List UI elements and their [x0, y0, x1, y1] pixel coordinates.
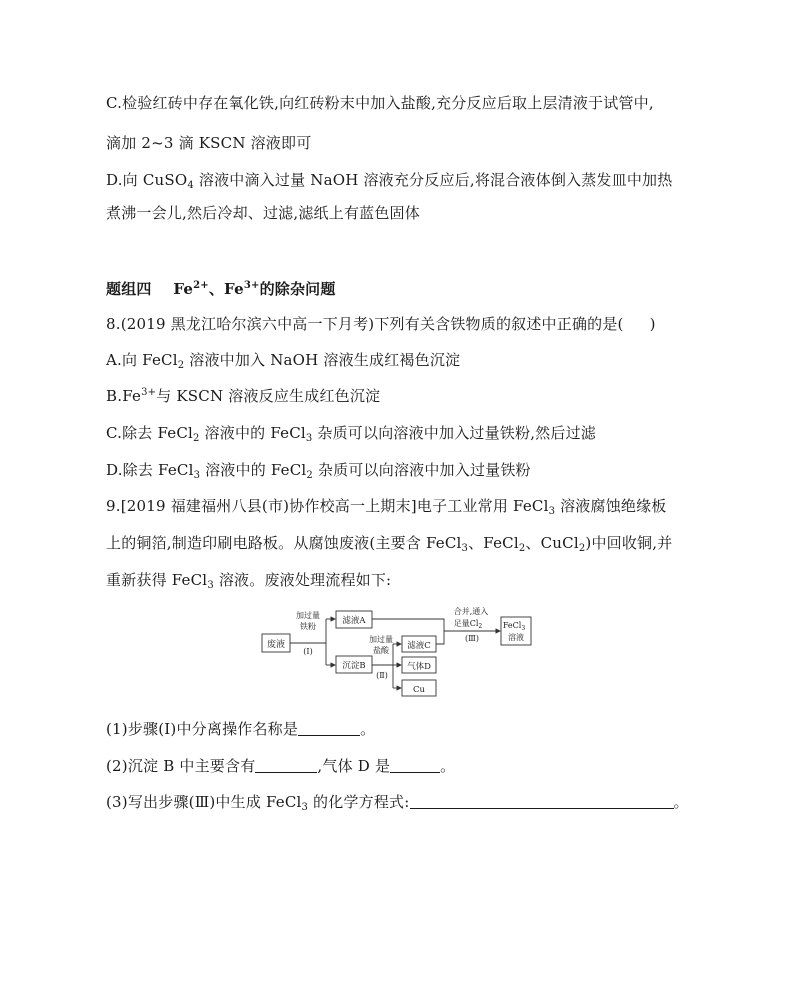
- combine-label-1: 合并,通入: [453, 607, 489, 616]
- q9-stem-line-2: 上的铜箔,制造印刷电路板。从腐蚀废液(主要含 FeCl$_3$、FeCl$_2$、CuCl$_2$)中回收铜,并: [106, 534, 673, 554]
- q8-option-d: D.除去 FeCl$_3$ 溶液中的 FeCl$_2$ 杂质可以向溶液中加入过量铁粉: [106, 461, 531, 481]
- step-1-label: (Ⅰ): [303, 647, 313, 656]
- waste-treatment-flowchart: [258, 604, 538, 704]
- q8-option-a: A.向 FeCl$_2$ 溶液中加入 NaOH 溶液生成红褐色沉淀: [106, 351, 461, 371]
- cu-label: Cu: [413, 685, 425, 695]
- answer-blank-2[interactable]: [255, 757, 317, 773]
- answer-blank-3[interactable]: [390, 757, 440, 773]
- answer-blank-4[interactable]: [410, 793, 674, 809]
- merge-line-a: [372, 619, 444, 631]
- q9-part-1: (1)步骤(Ⅰ)中分离操作名称是 。: [106, 720, 376, 738]
- precipitate-b-label: 沉淀B: [342, 661, 366, 671]
- add-iron-label-2: 铁粉: [300, 622, 316, 631]
- step-3-label: (Ⅲ): [465, 634, 479, 643]
- option-c-line-1: C.检验红砖中存在氧化铁,向红砖粉末中加入盐酸,充分反应后取上层清液于试管中,: [106, 94, 654, 112]
- q8-option-b: $B.Fe^{3+}$与 KSCN 溶液反应生成红色沉淀: [106, 387, 381, 405]
- q9-stem-line-3: 重新获得 FeCl$_3$ 溶液。废液处理流程如下:: [106, 571, 392, 591]
- add-hcl-label-2: 盐酸: [373, 646, 389, 655]
- fecl3-label-1: FeCl$_3$: [502, 621, 526, 632]
- fecl3-label-2: 溶液: [508, 633, 524, 642]
- merge-line-c: [436, 631, 444, 644]
- filtrate-c-label: 滤液C: [407, 641, 431, 651]
- add-iron-label-1: 加过量: [296, 611, 320, 620]
- q9-stem-line-1: 9.[2019 福建福州八县(市)协作校高一上期末]电子工业常用 FeCl$_3$ 溶液腐蚀绝缘板: [106, 497, 667, 517]
- group-4-heading: 题组四 $Fe^{2+}$、$Fe^{3+}$的除杂问题: [106, 280, 336, 298]
- waste-label: 废液: [266, 640, 286, 650]
- filtrate-a-label: 滤液A: [342, 616, 366, 626]
- combine-label-2: 足量$Cl_2$: [453, 619, 483, 630]
- q8-stem: 8.(2019 黑龙江哈尔滨六中高一下月考)下列有关含铁物质的叙述中正确的是( ): [106, 315, 656, 333]
- q9-part-3: (3)写出步骤(Ⅲ)中生成 FeCl$_3$ 的化学方程式: 。: [106, 793, 689, 813]
- q8-option-c: C.除去 FeCl$_2$ 溶液中的 FeCl$_3$ 杂质可以向溶液中加入过量铁粉,然后过滤: [106, 424, 596, 444]
- q9-part-2: (2)沉淀 B 中主要含有 ,气体 D 是 。: [106, 757, 456, 775]
- option-d-line-1: D.向 CuSO$_4$ 溶液中滴入过量 NaOH 溶液充分反应后,将混合液体倒入蒸发皿中加热: [106, 171, 673, 191]
- step-2-label: (Ⅱ): [376, 671, 388, 680]
- answer-blank-1[interactable]: [298, 720, 360, 736]
- option-d-line-2: 煮沸一会儿,然后冷却、过滤,滤纸上有蓝色固体: [106, 204, 420, 222]
- add-hcl-label-1: 加过量: [369, 635, 393, 644]
- option-c-line-2: 滴加 2~3 滴 KSCN 溶液即可: [106, 134, 312, 152]
- gas-d-label: 气体D: [407, 662, 431, 672]
